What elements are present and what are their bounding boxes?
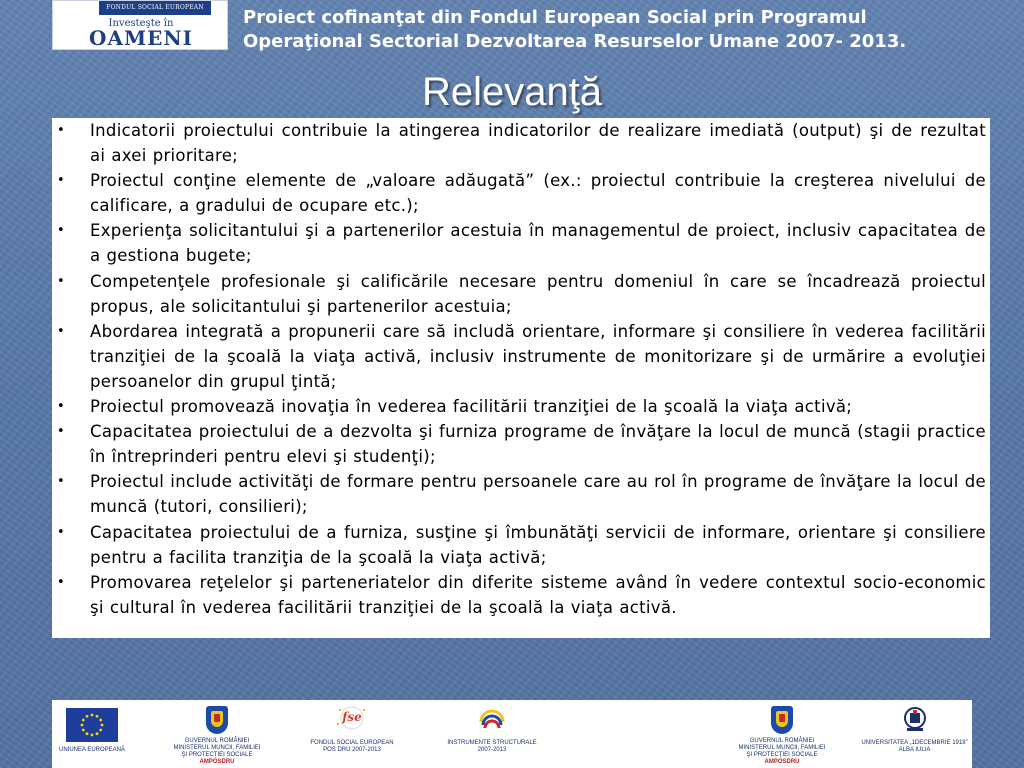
list-item [52, 570, 986, 620]
header-line-2: Operaţional Sectorial Dezvoltarea Resurselor Umane 2007- 2013. [243, 31, 907, 52]
university-crest-icon [903, 706, 927, 734]
romania-crest-icon [206, 706, 228, 734]
bullet-icon: • [57, 574, 65, 590]
oameni-logo [52, 0, 228, 50]
list-item [52, 419, 986, 469]
university-logo-block [857, 700, 972, 768]
fse-line-2: POS DRU 2007-2013 [323, 747, 381, 753]
content-box [52, 118, 990, 638]
eu-flag-icon [66, 708, 118, 742]
footer-logos [52, 700, 972, 768]
bullet-text: Proiectul conţine elemente de „valoare adăugată” (ex.: proiectul contribuie la creşterea nivelului de calificare, a gradului de ocupare etc.); [90, 171, 986, 216]
bullet-icon: • [57, 173, 65, 189]
list-item [52, 118, 986, 168]
romania-crest-icon [771, 706, 793, 734]
gov2-line-1: GUVERNUL ROMÂNIEI [749, 738, 815, 744]
is-line-2: 2007-2013 [477, 747, 507, 753]
bullet-text: Experienţa solicitantului şi a partenerilor acestuia în managementul de proiect, inclusiv capacitatea de a gestiona bugete; [90, 221, 986, 266]
bullet-icon: • [57, 399, 65, 415]
gov2-line-3: ŞI PROTECŢIEI SOCIALE [746, 752, 818, 758]
gov2-line-2: MINISTERUL MUNCII, FAMILIEI [738, 745, 826, 751]
bullet-text: Abordarea integrată a propunerii care să includă orientare, informare şi consiliere în vederea facilitării tranziţiei de la şcoală la viaţa activă, inclusiv instrumente de monitorizare şi de urmărire a evoluţiei persoanelor din grupul ţintă; [90, 321, 986, 391]
fse-wordmark: fse [342, 710, 362, 724]
eu-label: UNIUNEA EUROPEANĂ [58, 747, 125, 753]
univ-line-1: UNIVERSITATEA „1DECEMBRIE 1918” [861, 740, 968, 746]
bullet-icon: • [57, 474, 65, 490]
bullet-text: Competenţele profesionale şi calificările necesare pentru domeniul în care se încadrează proiectul propus, ale solicitantului şi partenerilor acestuia; [90, 271, 986, 316]
eu-stars-icon [66, 708, 118, 742]
bullet-icon: • [57, 524, 65, 540]
fse-line-1: FONDUL SOCIAL EUROPEAN [310, 740, 394, 746]
list-item [52, 168, 986, 218]
list-item [52, 469, 986, 519]
header-text [243, 6, 1003, 54]
list-item [52, 319, 986, 394]
gov1-line-2: MINISTERUL MUNCII, FAMILIEI [173, 745, 261, 751]
eu-logo-block [52, 700, 132, 768]
logo-wordmark: OAMENI [89, 26, 193, 50]
gov-logo-block-1 [162, 700, 272, 768]
bullet-text: Capacitatea proiectului de a furniza, susţine şi îmbunătăţi servicii de informare, orientare şi consiliere pentru a facilita tranziţia de la şcoală la viaţa activă; [90, 522, 986, 567]
univ-line-2: ALBA IULIA [898, 747, 931, 753]
bullet-icon: • [57, 323, 65, 339]
logo-tagline: Investeşte în [108, 18, 174, 29]
bullet-text: Promovarea reţelelor şi parteneriatelor din diferite sisteme având în vedere contextul socio-economic şi cultural în vederea facilitării tranziţiei de la şcoală la viaţa activă. [90, 572, 986, 617]
gov1-line-3: ŞI PROTECŢIEI SOCIALE [181, 752, 253, 758]
fse-logo-icon [332, 704, 372, 732]
bullet-icon: • [57, 223, 65, 239]
is-logo-block [442, 700, 542, 768]
gov1-line-4: AMPOSDRU [199, 759, 235, 765]
bullet-text: Capacitatea proiectului de a dezvolta şi furniza programe de învăţare la locul de muncă (stagii practice în întreprinderi pentru elevi şi studenţi); [90, 422, 986, 467]
slide-title: Relevanţă [421, 70, 603, 114]
bullet-icon: • [57, 123, 65, 138]
gov2-line-4: AMPOSDRU [764, 759, 800, 765]
logo-top-band: FONDUL SOCIAL EUROPEAN [99, 1, 211, 15]
list-item [52, 218, 986, 268]
header-line-1: Proiect cofinanţat din Fondul European Social prin Programul [243, 7, 867, 28]
bullet-icon: • [57, 424, 65, 440]
gov-logo-block-2 [727, 700, 837, 768]
list-item [52, 269, 986, 319]
is-line-1: INSTRUMENTE STRUCTURALE [447, 740, 537, 746]
gov1-line-1: GUVERNUL ROMÂNIEI [184, 738, 250, 744]
bullet-text: Proiectul include activităţi de formare pentru persoanele care au rol în programe de învăţare la locul de muncă (tutori, consilieri); [90, 472, 986, 517]
list-item [52, 520, 986, 570]
structural-instruments-icon [477, 706, 507, 736]
bullet-text: Proiectul promovează inovaţia în vederea facilitării tranziţiei de la şcoală la viaţa activă; [90, 397, 853, 417]
fse-logo-block [302, 700, 402, 768]
bullet-text: Indicatorii proiectului contribuie la atingerea indicatorilor de realizare imediată (output) şi de rezultat ai axei prioritare; [90, 121, 986, 166]
bullet-icon: • [57, 273, 65, 289]
list-item [52, 394, 986, 419]
